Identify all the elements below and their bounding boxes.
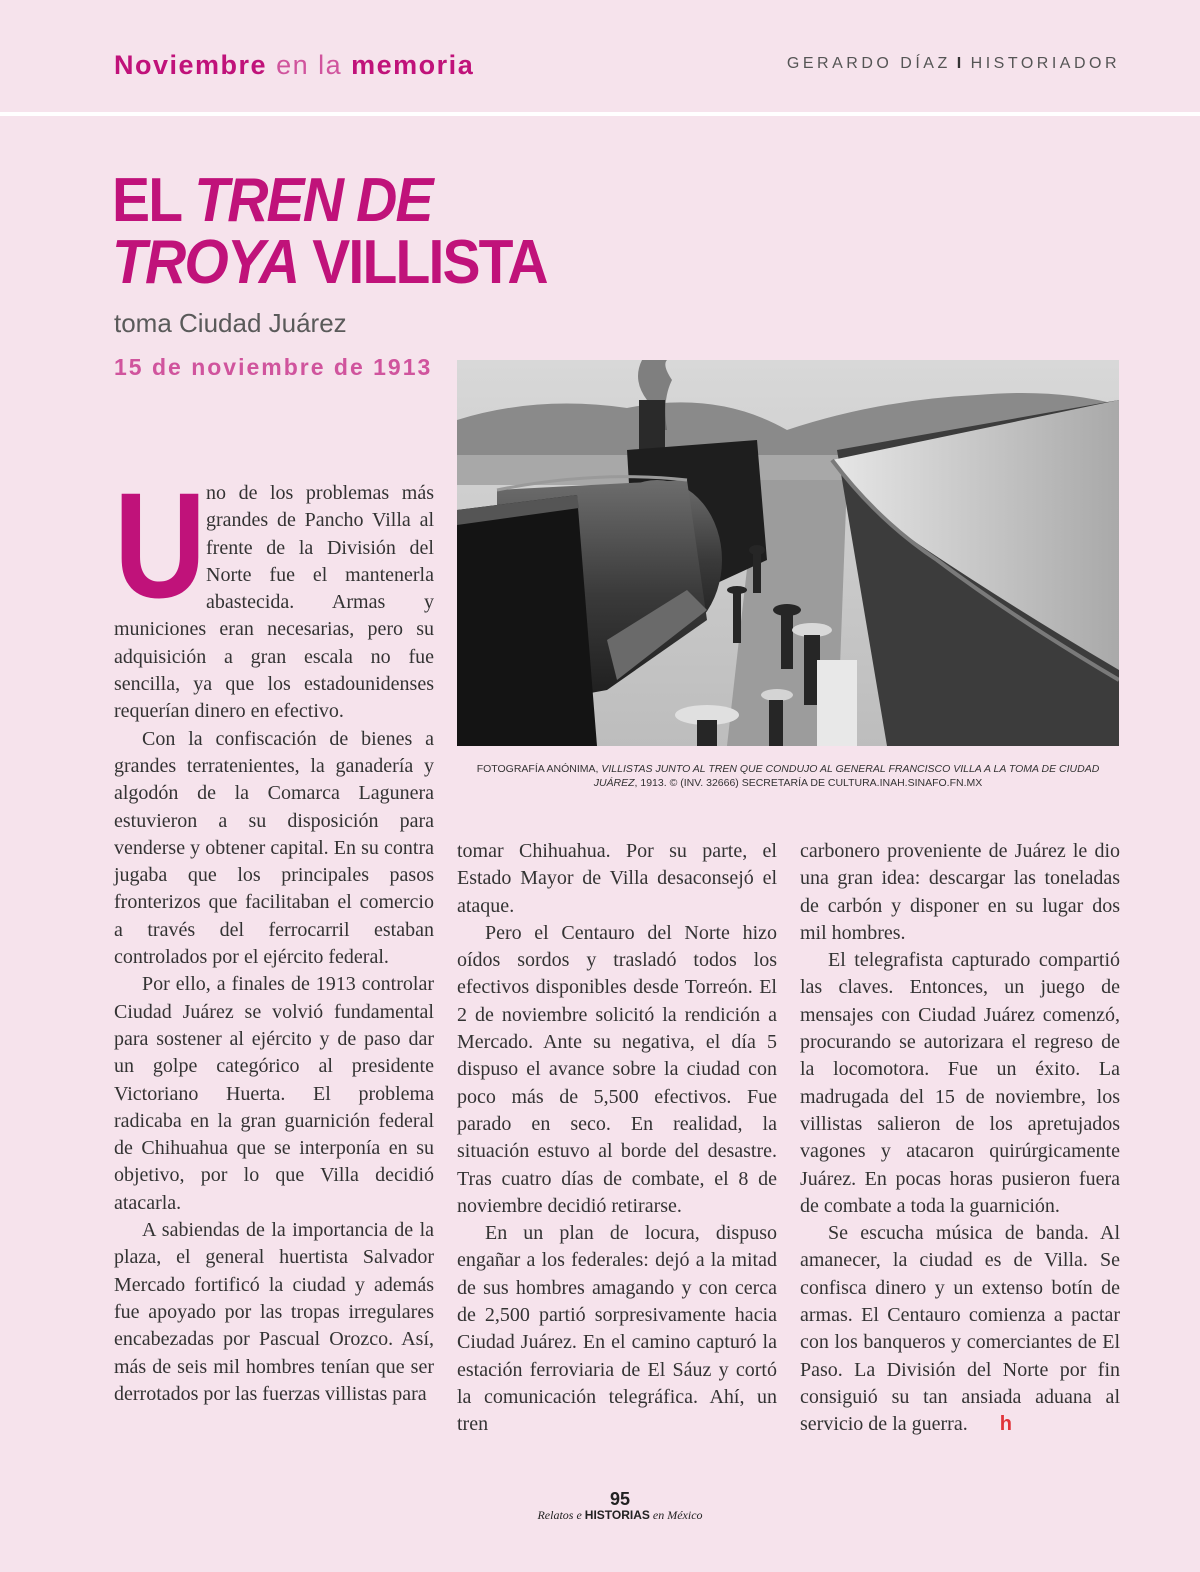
author-role: HISTORIADOR xyxy=(970,55,1120,72)
section-title-a: Noviembre xyxy=(114,50,268,80)
title-part-2: TREN DE xyxy=(194,166,432,235)
author-separator: I xyxy=(956,55,965,72)
paragraph-6: Pero el Centauro del Norte hizo oídos sordos y trasladó todos los efectivos disponibles desde Torreón. El 2 de noviembre solicitó la rendición a Mercado. Ante su negativa, el día 5 dispuso el avance sobre la ciudad con poco más de 5,500 efectivos. Fue parado en seco. En realidad, la situación estuvo al borde del desastre. Tras cuatro días de combate, el 8 de noviembre decidió retirarse. xyxy=(457,921,777,1217)
paragraph-10 xyxy=(800,1220,1120,1438)
title-part-3: TROYA xyxy=(112,228,299,297)
end-mark-icon: h xyxy=(999,1413,1012,1436)
drop-cap: U xyxy=(114,461,207,629)
section-title-b: en la xyxy=(276,50,343,80)
paragraph-4: A sabiendas de la importancia de la plaza, el general huertista Salvador Mercado fortificó la ciudad y además fue apoyado por las tropas irregulares encabezadas por Pascual Orozco. Así, más de seis mil hombres tenían que ser derrotados por las fuerzas villistas para xyxy=(114,1219,434,1405)
paragraph-2: Con la confiscación de bienes a grandes terratenientes, la ganadería y algodón de la Comarca Lagunera estuvieron a su disposición para venderse y obtener capital. En su contra jugaba que los principales pasos fronterizos que facilitaban el comercio a través del ferrocarril estaban controlados por el ejército federal. xyxy=(114,727,434,969)
article-column-2 xyxy=(457,838,777,1439)
author-name: GERARDO DÍAZ xyxy=(786,55,951,72)
page-header xyxy=(0,0,1200,116)
article-title xyxy=(112,166,572,297)
paragraph-3: Por ello, a finales de 1913 controlar Ciudad Juárez se volvió fundamental para sostener al ejército y de paso dar un golpe categórico al presidente Victoriano Huerta. El problema radicaba en la gran guarnición federal de Chihuahua que se interponía en su objetivo, por lo que Villa decidió atacarla. xyxy=(114,973,434,1214)
paragraph-10-text: Se escucha música de banda. Al amanecer, la ciudad es de Villa. Se confisca dinero y un extenso botín de armas. El Centauro comienza a pactar con los banqueros y comerciantes de El Paso. La División del Norte por fin consiguió su tan ansiada aduana al servicio de la guerra. xyxy=(800,1222,1120,1436)
caption-source: , 1913. © (INV. 32666) SECRETARÍA DE CULTURA.INAH.SINAFO.FN.MX xyxy=(634,777,983,789)
page-number: 95 xyxy=(609,1489,631,1509)
article-column-3 xyxy=(800,838,1120,1439)
train-photo-illustration xyxy=(457,360,1119,746)
article-date: 15 de noviembre de 1913 xyxy=(114,354,433,380)
paragraph-5: tomar Chihuahua. Por su parte, el Estado Mayor de Villa desaconsejó el ataque. xyxy=(457,840,777,917)
title-part-4: VILLISTA xyxy=(312,228,547,297)
brand-part-b: HISTORIAS xyxy=(584,1508,650,1522)
page-footer xyxy=(0,1490,1200,1523)
title-part-1: EL xyxy=(112,166,181,235)
paragraph-8: carbonero proveniente de Juárez le dio una gran idea: descargar las toneladas de carbón y disponer en su lugar dos mil hombres. xyxy=(800,840,1120,944)
caption-title: VILLISTAS JUNTO AL TREN QUE CONDUJO AL GENERAL FRANCISCO VILLA A LA TOMA DE CIUDAD JUÁREZ xyxy=(593,763,1100,789)
paragraph-9: El telegrafista capturado compartió las claves. Entonces, un juego de mensajes con Ciudad Juárez comenzó, procurando se autorizara el regreso de la locomotora. Fue un éxito. La madrugada del 15 de noviembre, los villistas salieron de los apretujados vagones y atacaron quirúrgicamente Juárez. En pocas horas pusieron fuera de combate a toda la guarnición. xyxy=(800,949,1120,1217)
paragraph-7: En un plan de locura, dispuso engañar a los federales: dejó a la mitad de sus hombres amagando y con cerca de 2,500 partió sorpresivamente hacia Ciudad Juárez. En el camino capturó la estación ferroviaria de El Sáuz y cortó la comunicación telegráfica. Ahí, un tren xyxy=(457,1222,777,1436)
paragraph-1: no de los problemas más grandes de Pancho Villa al frente de la División del Norte fue el mantenerla abastecida. Armas y municiones eran necesarias, pero su adquisición a gran escala no fue sencilla, ya que los estadounidenses requerían dinero en efectivo. xyxy=(114,482,434,723)
brand-part-c: en México xyxy=(649,1508,703,1522)
photo-caption xyxy=(457,762,1119,790)
article-column-1 xyxy=(114,461,434,1408)
author-line xyxy=(787,55,1120,73)
section-title xyxy=(114,50,474,81)
magazine-brand xyxy=(40,1508,1200,1523)
article-subtitle: toma Ciudad Juárez xyxy=(114,308,347,338)
historical-train-photo xyxy=(457,360,1119,746)
brand-part-a: Relatos e xyxy=(537,1508,585,1522)
section-title-c: memoria xyxy=(351,50,475,80)
caption-credit: FOTOGRAFÍA ANÓNIMA, xyxy=(476,763,602,775)
